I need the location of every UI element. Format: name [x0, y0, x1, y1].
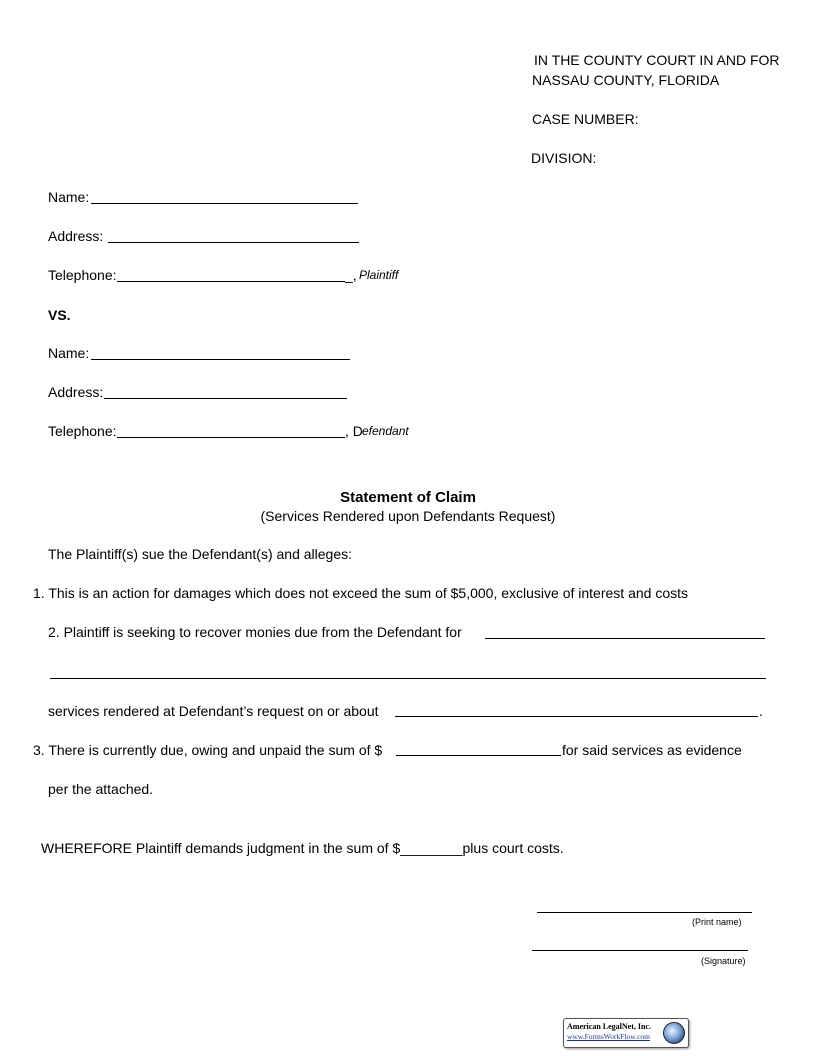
- plaintiff-address-field[interactable]: [108, 242, 359, 243]
- plaintiff-telephone-label: Telephone:: [48, 267, 117, 283]
- claim-intro: The Plaintiff(s) sue the Defendant(s) and alleges:: [48, 546, 353, 562]
- claim-services-field-line2[interactable]: [50, 678, 766, 679]
- claim-item-2-period: .: [759, 703, 763, 719]
- court-name-line1: IN THE COUNTY COURT IN AND FOR: [534, 52, 780, 68]
- plaintiff-role-suffix: _,: [345, 267, 357, 283]
- plaintiff-name-field[interactable]: [91, 203, 358, 204]
- defendant-role-suffix: , D: [345, 423, 363, 439]
- amount-due-field[interactable]: [396, 755, 561, 756]
- court-name-line2: NASSAU COUNTY, FLORIDA: [532, 72, 720, 88]
- defendant-name-label: Name:: [48, 345, 90, 361]
- claim-item-1: 1. This is an action for damages which does not exceed the sum of $5,000, exclusive of interest and costs: [33, 585, 688, 601]
- claim-item-3-continued: per the attached.: [48, 781, 154, 797]
- plaintiff-telephone-field[interactable]: [117, 281, 345, 282]
- print-name-field[interactable]: [537, 912, 752, 913]
- document-subtitle: (Services Rendered upon Defendants Request): [260, 508, 556, 524]
- service-date-field[interactable]: [395, 716, 758, 717]
- document-title: Statement of Claim: [340, 489, 476, 506]
- defendant-role-label: efendant: [362, 424, 409, 438]
- defendant-telephone-label: Telephone:: [48, 423, 117, 439]
- claim-item-2-continued: services rendered at Defendant’s request on or about: [48, 703, 379, 719]
- signature-field[interactable]: [532, 950, 748, 951]
- division-label: DIVISION:: [531, 150, 597, 166]
- claim-item-2: 2. Plaintiff is seeking to recover monies due from the Defendant for: [48, 624, 462, 640]
- case-number-label: CASE NUMBER:: [532, 111, 639, 127]
- signature-label: (Signature): [701, 956, 746, 966]
- claim-item-3: 3. There is currently due, owing and unpaid the sum of $: [33, 742, 383, 758]
- plaintiff-name-label: Name:: [48, 189, 90, 205]
- defendant-address-label: Address:: [48, 384, 104, 400]
- plaintiff-role-label: Plaintiff: [359, 268, 399, 282]
- defendant-address-field[interactable]: [104, 398, 347, 399]
- wherefore-clause: WHEREFORE Plaintiff demands judgment in the sum of $________plus court costs.: [41, 840, 564, 856]
- logo-company-name: American LegalNet, Inc.: [567, 1022, 651, 1031]
- plaintiff-address-label: Address:: [48, 228, 104, 244]
- defendant-telephone-field[interactable]: [117, 437, 345, 438]
- claim-services-field[interactable]: [485, 638, 765, 639]
- american-legalnet-logo[interactable]: [563, 1018, 689, 1048]
- print-name-label: (Print name): [692, 917, 742, 927]
- logo-url-link[interactable]: www.FormsWorkFlow.com: [567, 1032, 651, 1041]
- globe-icon: [663, 1022, 685, 1044]
- versus-label: VS.: [48, 307, 71, 323]
- defendant-name-field[interactable]: [91, 359, 350, 360]
- claim-item-3-end: for said services as evidence: [562, 742, 742, 758]
